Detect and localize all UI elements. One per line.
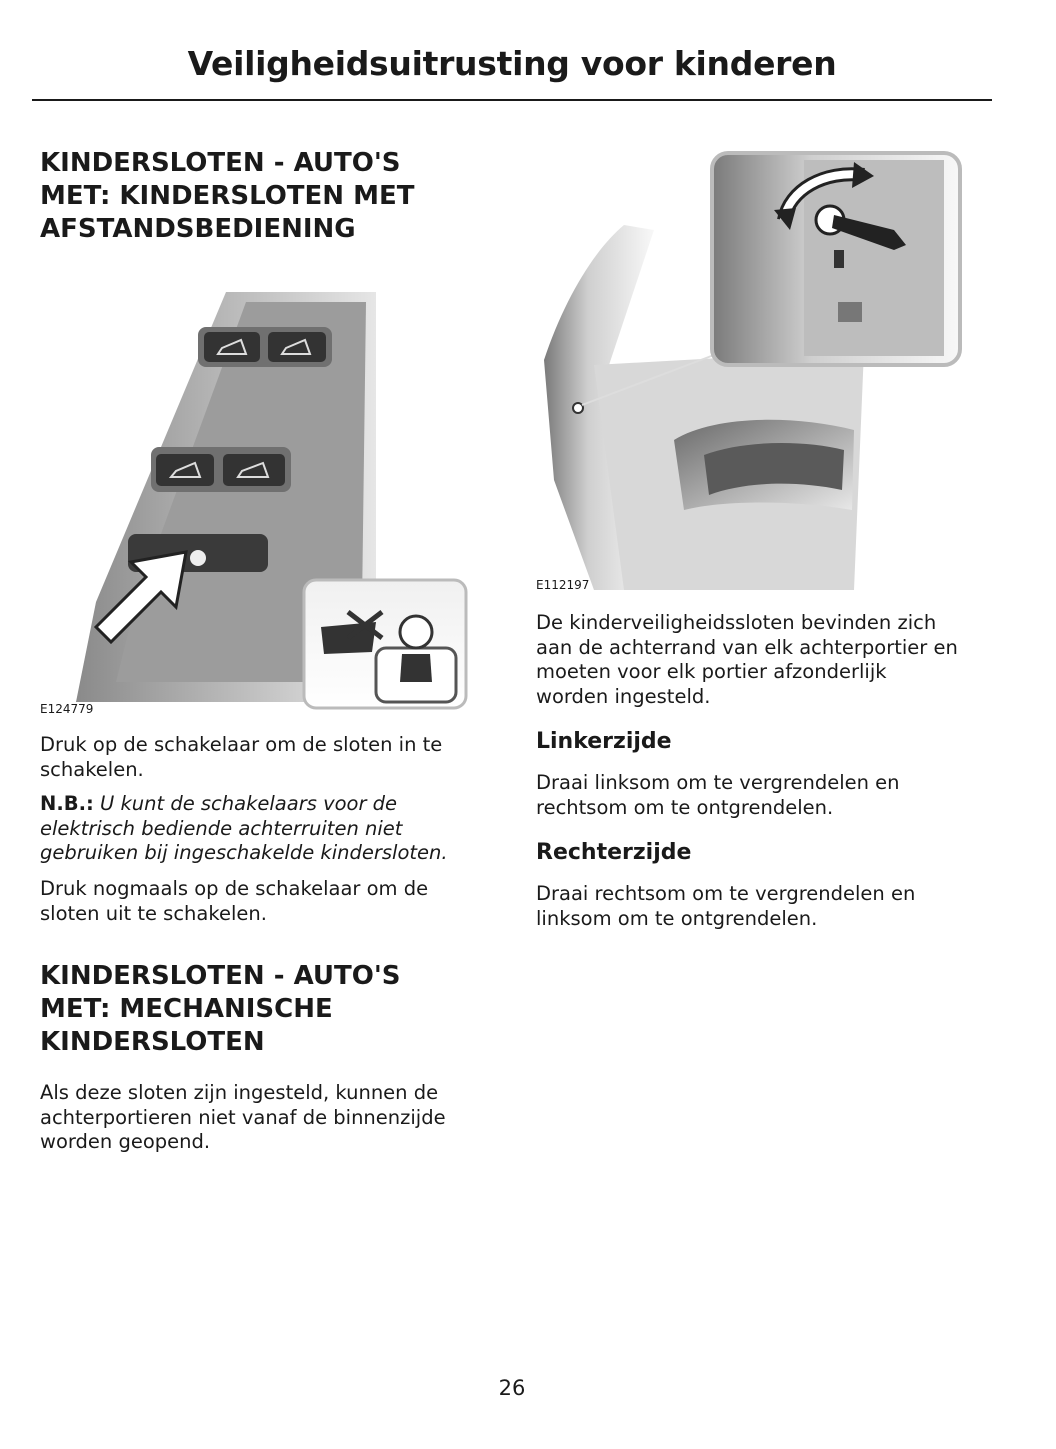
text-line: Als deze sloten zijn ingesteld, kunnen de: [40, 1081, 439, 1104]
text-line: achterportieren niet vanaf de binnenzijde: [40, 1105, 446, 1129]
paragraph-location: [536, 611, 992, 709]
heading-line: KINDERSLOTEN: [40, 1027, 265, 1057]
text-line: rechtsom om te ontgrendelen.: [536, 795, 834, 819]
heading-line: MET: MECHANISCHE: [40, 994, 333, 1024]
paragraph-mechanical: [40, 1081, 490, 1155]
heading-line: KINDERSLOTEN - AUTO'S: [40, 148, 401, 178]
window-switch-panel-illustration: [76, 282, 472, 712]
paragraph-right-side: [536, 882, 992, 931]
heading-line: KINDERSLOTEN - AUTO'S: [40, 961, 401, 991]
text-line: schakelen.: [40, 757, 144, 781]
text-line: moeten voor elk portier afzonderlijk: [536, 660, 887, 683]
text-line: worden ingesteld.: [536, 684, 711, 708]
title-divider: [32, 99, 992, 101]
text-line: Draai rechtsom om te vergrendelen en: [536, 882, 916, 905]
paragraph-switch-off: [40, 877, 490, 926]
text-line: aan de achterrand van elk achterportier en: [536, 635, 958, 659]
rear-door-child-lock-illustration: [534, 150, 964, 590]
note-line: elektrisch bediende achterruiten niet: [40, 816, 403, 840]
subheading-right-side: Rechterzijde: [536, 840, 692, 865]
note-label: N.B.:: [40, 792, 94, 815]
text-line: linksom om te ontgrendelen.: [536, 906, 818, 930]
paragraph-left-side: [536, 771, 992, 820]
figure-code: E124779: [40, 702, 94, 716]
figure-code: E112197: [536, 578, 590, 592]
heading-line: MET: KINDERSLOTEN MET: [40, 181, 415, 211]
text-line: Draai linksom om te vergrendelen en: [536, 771, 900, 794]
note-text: U kunt de schakelaars voor de: [93, 792, 398, 815]
text-line: Druk op de schakelaar om de sloten in te: [40, 733, 443, 756]
text-line: Druk nogmaals op de schakelaar om de: [40, 877, 429, 900]
text-line: De kinderveiligheidssloten bevinden zich: [536, 611, 937, 634]
paragraph-switch-on: [40, 733, 490, 782]
note-line: [40, 792, 490, 817]
subheading-left-side: Linkerzijde: [536, 729, 672, 754]
section-heading-remote-child-locks: [40, 147, 490, 246]
text-line: worden geopend.: [40, 1130, 211, 1153]
page-number: 26: [498, 1376, 526, 1400]
note-line: gebruiken bij ingeschakelde kindersloten.: [40, 841, 448, 864]
note-paragraph: [40, 792, 490, 866]
heading-line: AFSTANDSBEDIENING: [40, 214, 356, 244]
text-line: sloten uit te schakelen.: [40, 901, 267, 925]
section-heading-mechanical-child-locks: [40, 960, 490, 1059]
page-title: Veiligheidsuitrusting voor kinderen: [187, 44, 837, 83]
